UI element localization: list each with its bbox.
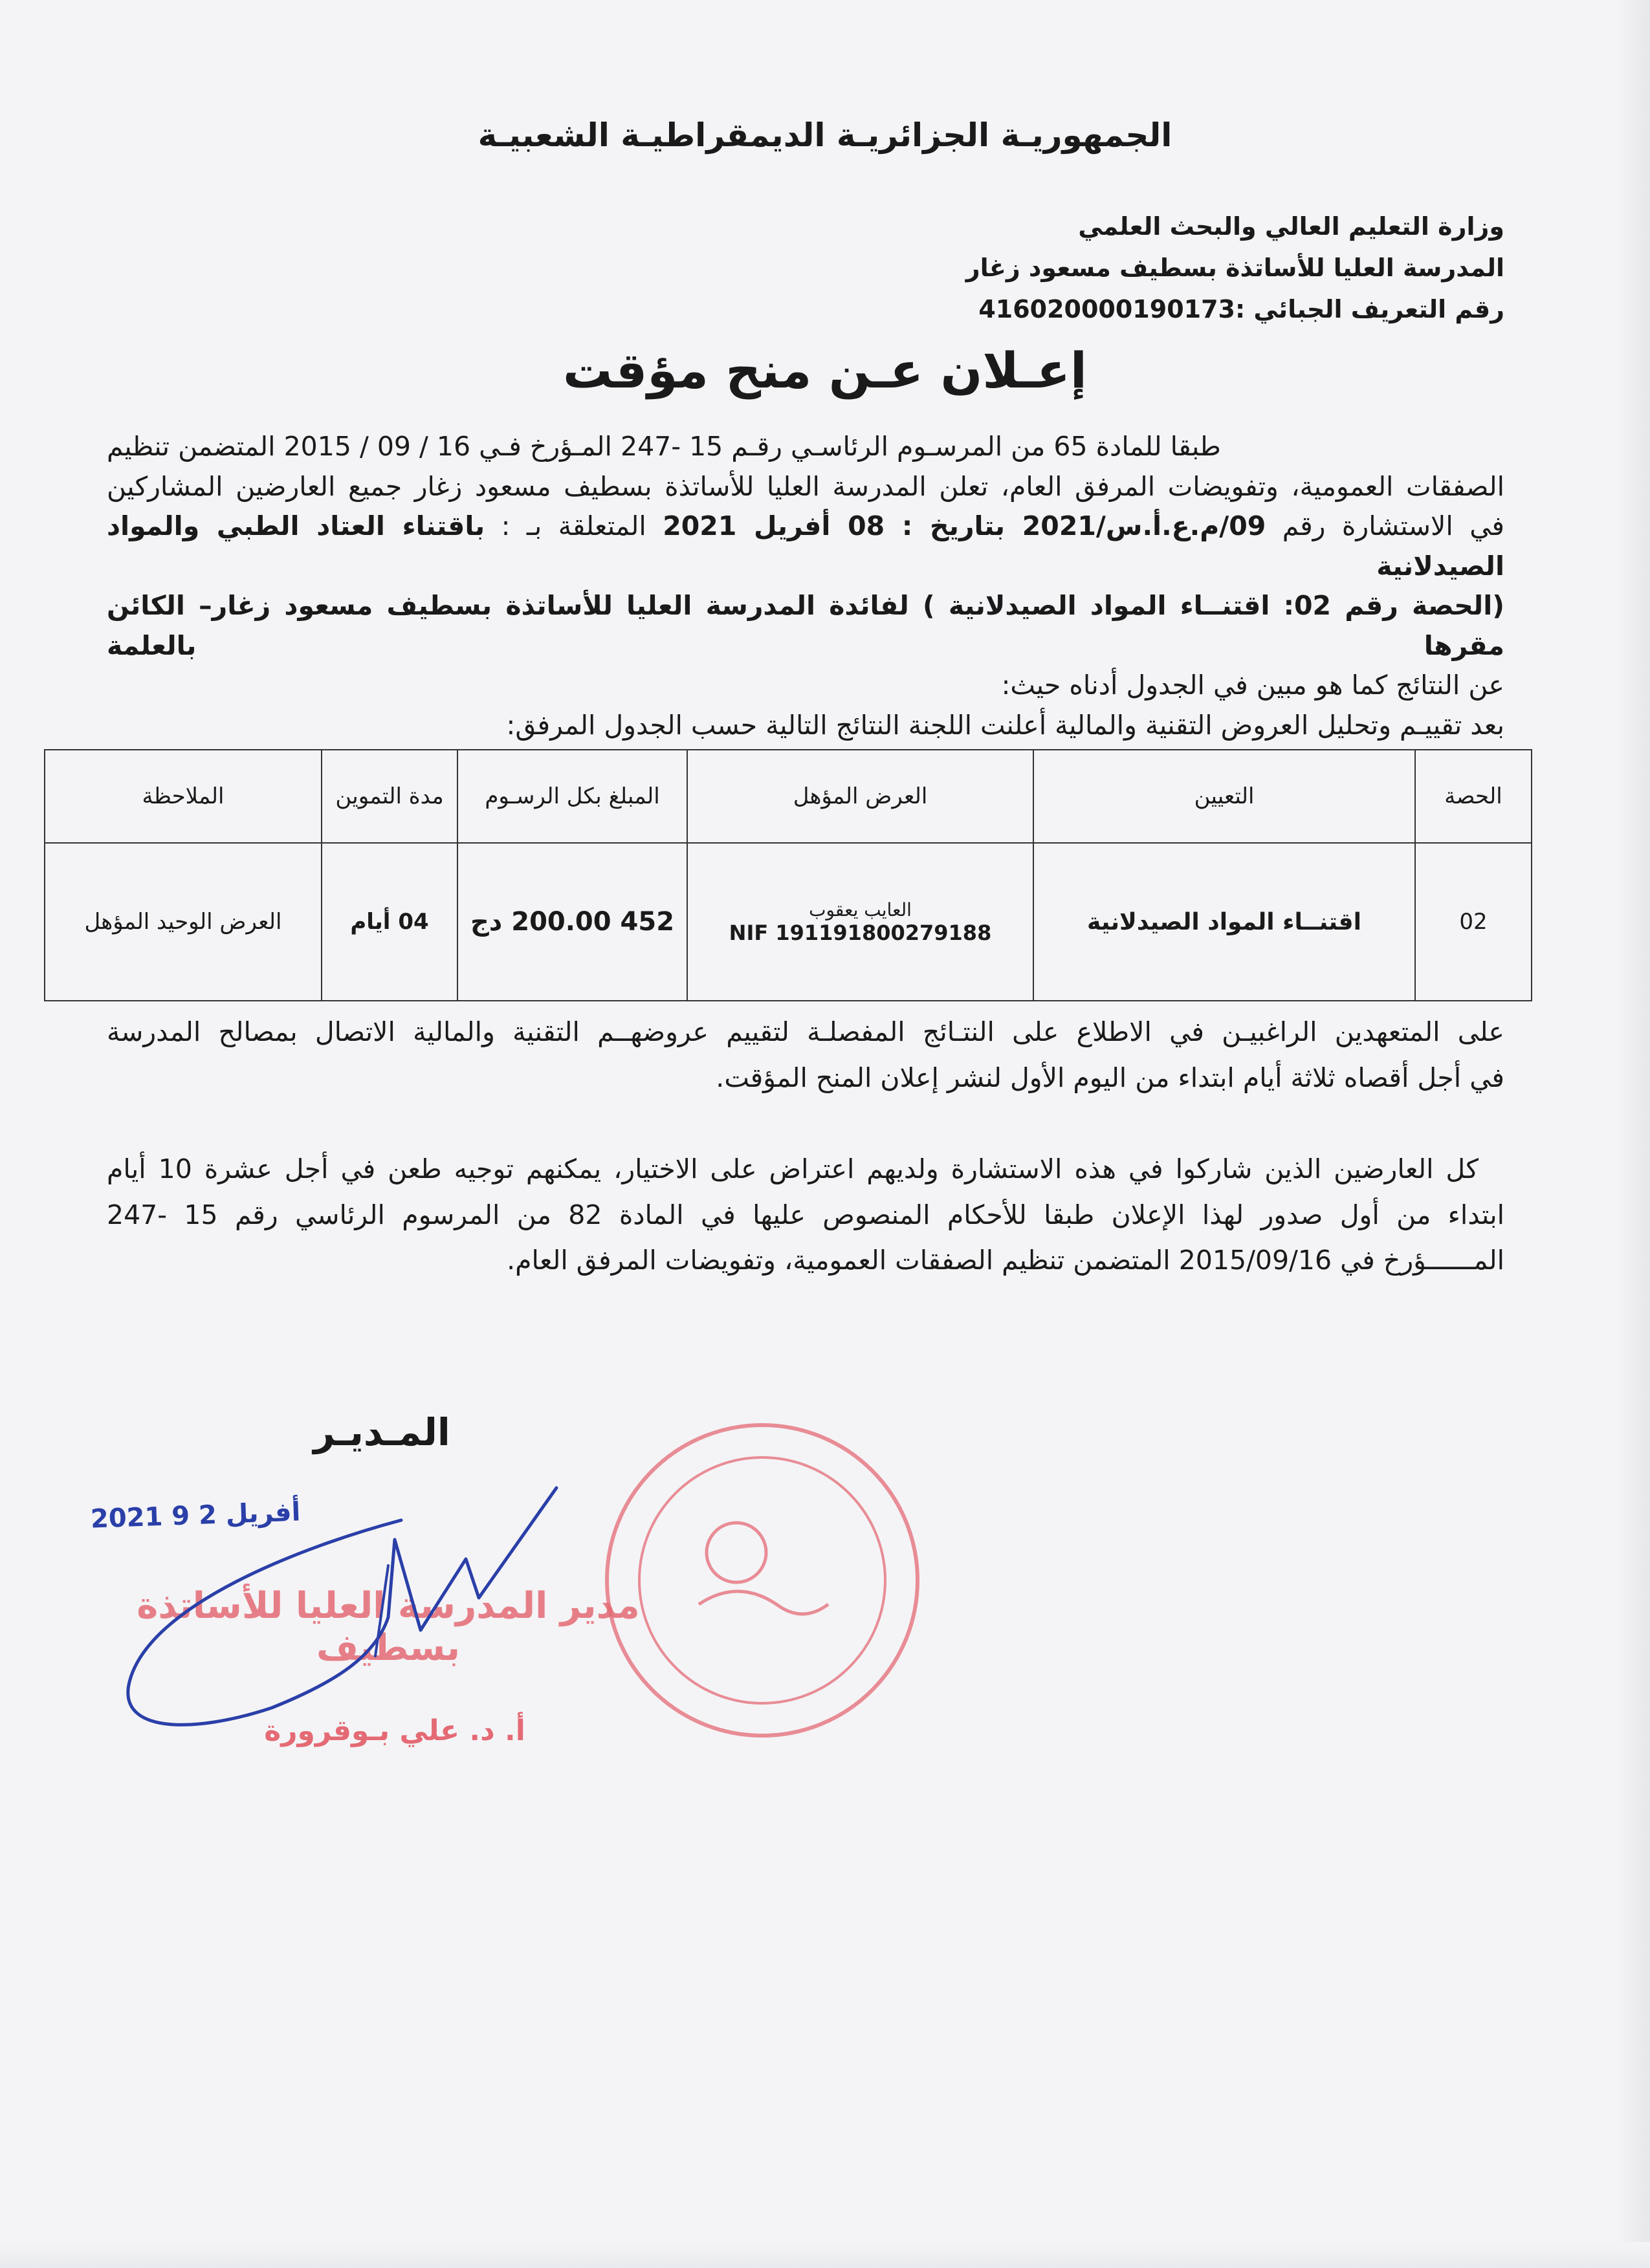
intro-line-5: عن النتائج كما هو مبين في الجدول أدناه حيث:	[1001, 670, 1504, 701]
republic-title: الجمهوريـة الجزائريـة الديمقراطيـة الشعبيـة	[478, 116, 1172, 154]
header-designation: التعيين	[1033, 750, 1415, 843]
cell-duration: 04 أيام	[322, 843, 457, 1001]
intro-line-1: طبقا للمادة 65 من المرسـوم الرئاسـي رقـم 15 -247 المـؤرخ فـي 16 / 09 / 2015 المتضمن تنظيم	[107, 431, 1221, 462]
consultation-ref: 09/م.ع.أ.س/2021 بتاريخ : 08 أفريل 2021	[663, 510, 1266, 541]
intro-line-3-start: في الاستشارة رقم	[1266, 510, 1505, 541]
school-name: المدرسة العليا للأساتذة بسطيف مسعود زغار	[965, 254, 1504, 282]
header-offer: العرض المؤهل	[687, 750, 1033, 843]
header-duration: مدة التموين	[322, 750, 457, 843]
page-title: إعـلان عـن منح مؤقت	[563, 342, 1087, 399]
intro-line-4: (الحصة رقم 02: اقتنــاء المواد الصيدلانية ) لفائدة المدرسة العليا للأساتذة بسطيف مسعود زغار– الكائن مقرها بالعلمة	[107, 590, 1504, 661]
stamp-text: مدير المدرسة العليا للأساتذة بسطيف	[137, 1585, 640, 1669]
cell-amount: 452 200.00 دج	[457, 843, 687, 1001]
header-amount: المبلغ بكل الرسـوم	[457, 750, 687, 843]
intro-line-2: الصفقات العمومية، وتفويضات المرفق العام، تعلن المدرسة العليا للأساتذة بسطيف مسعود زغار جميع العارضين المشاركين	[107, 470, 1504, 502]
director-title: المـديـر	[313, 1410, 450, 1454]
body-p1-line-1: على المتعهدين الراغبيـن في الاطلاع على النتـائج المفصلـة لتقييم عروضهــم التقنية والمالية الاتصال بمصالح المدرسة	[107, 1016, 1504, 1047]
cell-lot: 02	[1415, 843, 1532, 1001]
intro-line-6: بعد تقييـم وتحليل العروض التقنية والمالية أعلنت اللجنة النتائج التالية حسب الجدول المرفق:	[506, 709, 1504, 741]
body-p2-line-2: ابتداء من أول صدور لهذا الإعلان طبقا للأحكام المنصوص عليها في المادة 82 من المرسوم الرئاسي رقم 15 -247	[107, 1199, 1504, 1230]
cell-designation: اقتنــاء المواد الصيدلانية	[1033, 843, 1415, 1001]
intro-line-3-mid: المتعلقة بـ :	[485, 510, 663, 541]
offer-name: العايب يعقوب	[809, 899, 912, 921]
cell-note: العرض الوحيد المؤهل	[45, 843, 322, 1001]
signer-name: أ. د. علي بـوقرورة	[264, 1714, 525, 1747]
body-p2-line-3: المــــــؤرخ في 2015/09/16 المتضمن تنظيم الصفقات العمومية، وتفويضات المرفق العام.	[507, 1245, 1504, 1276]
tax-id: رقم التعريف الجبائي :416020000190173	[978, 295, 1504, 323]
body-p1-line-2: في أجل أقصاه ثلاثة أيام ابتداء من اليوم الأول لنشر إعلان المنح المؤقت.	[716, 1062, 1504, 1093]
consultation-subject: باقتناء العتاد الطبي والمواد الصيدلانية	[107, 510, 1504, 582]
body-p2-line-1: كل العارضين الذين شاركوا في هذه الاستشارة ولديهم اعتراض على الاختيار، يمكنهم توجيه طعن في أجل عشرة 10 أيام	[107, 1153, 1479, 1184]
header-lot: الحصة	[1415, 750, 1532, 843]
offer-nif: NIF 191191800279188	[729, 920, 992, 945]
date-stamp: 2021 أفريل 2 9	[90, 1497, 302, 1534]
ministry-name: وزارة التعليم العالي والبحث العلمي	[1078, 212, 1504, 241]
header-note: الملاحظة	[45, 750, 322, 843]
